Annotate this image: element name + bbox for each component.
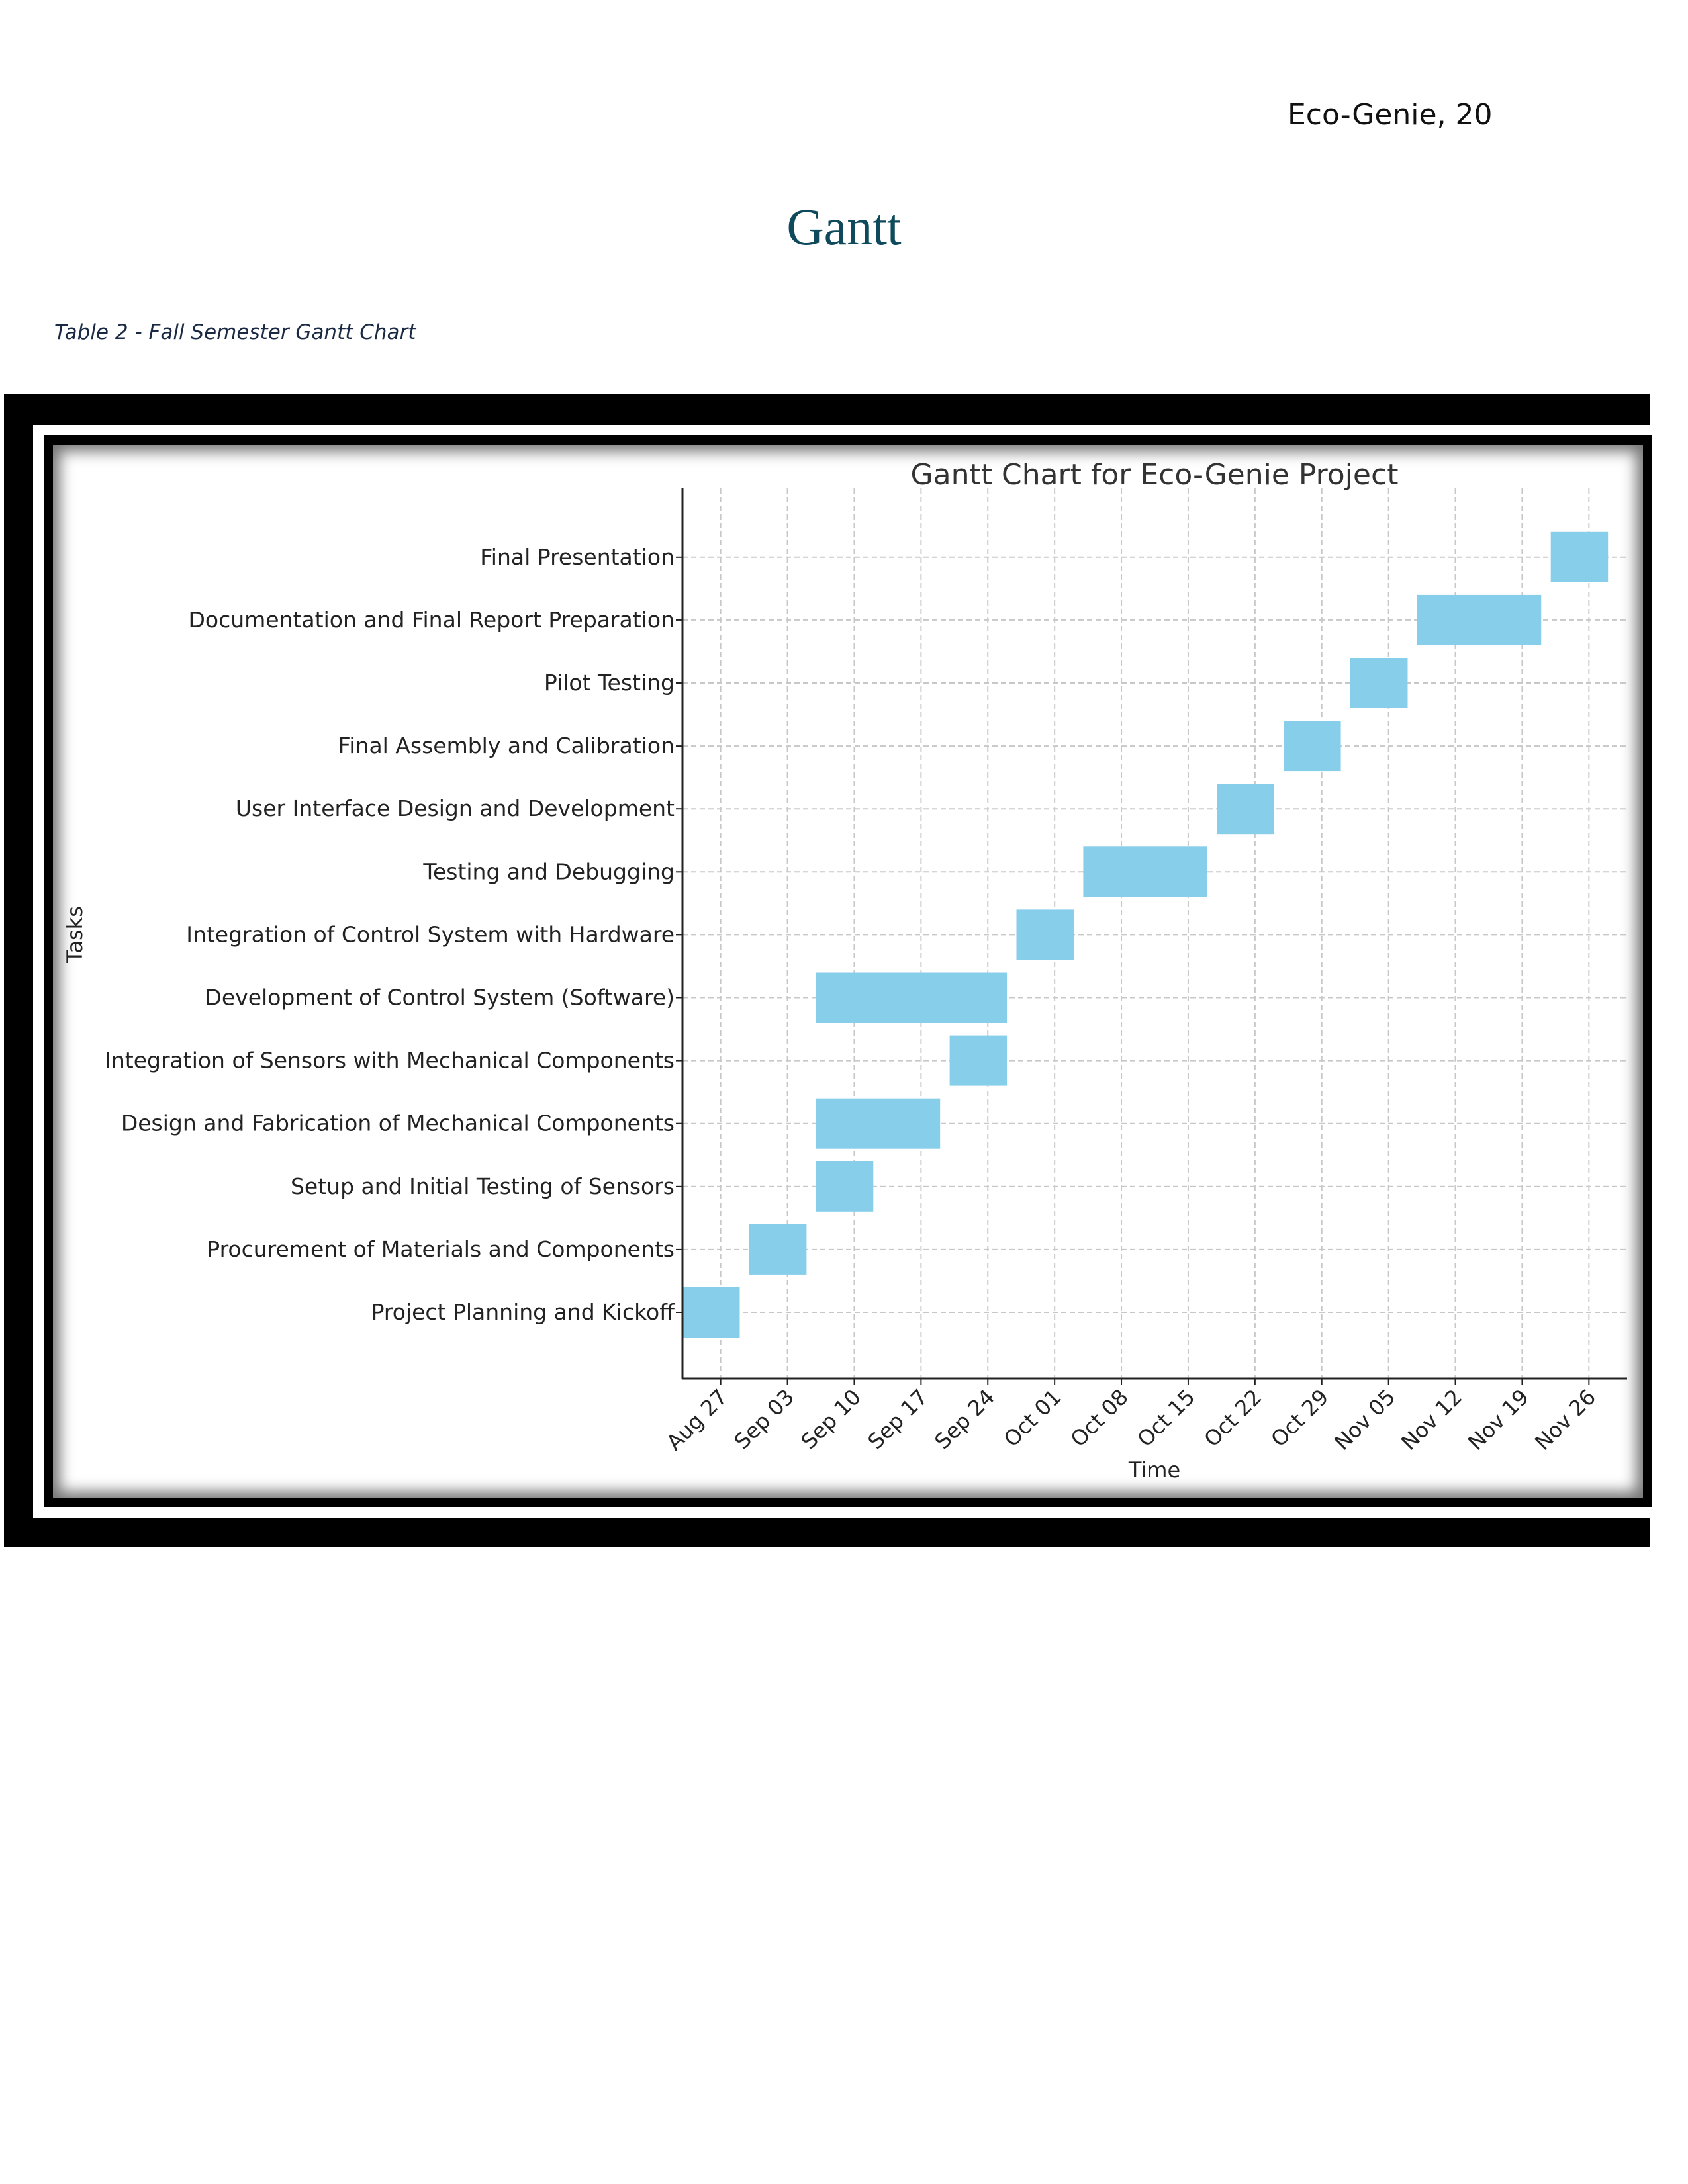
x-tick-label: Nov 26 bbox=[1529, 1384, 1601, 1455]
task-label: Setup and Initial Testing of Sensors bbox=[290, 1173, 675, 1199]
x-tick-label: Oct 08 bbox=[1065, 1384, 1133, 1452]
x-tick-label: Sep 10 bbox=[796, 1384, 867, 1455]
task-label: Design and Fabrication of Mechanical Components bbox=[120, 1110, 675, 1136]
x-tick-label: Oct 01 bbox=[998, 1384, 1066, 1452]
task-bar bbox=[1284, 721, 1340, 771]
task-bar bbox=[816, 973, 1007, 1023]
chart-title: Gantt Chart for Eco-Genie Project bbox=[910, 458, 1399, 492]
task-label: Testing and Debugging bbox=[423, 858, 675, 885]
task-label: Procurement of Materials and Components bbox=[207, 1236, 675, 1262]
x-tick-label: Nov 19 bbox=[1463, 1384, 1534, 1455]
task-bar bbox=[1083, 846, 1207, 897]
task-bar bbox=[1016, 909, 1073, 960]
x-tick-label: Oct 29 bbox=[1266, 1384, 1334, 1452]
task-label: Integration of Sensors with Mechanical Components bbox=[105, 1047, 675, 1073]
x-tick-label: Nov 12 bbox=[1396, 1384, 1468, 1455]
x-tick-label: Sep 17 bbox=[863, 1384, 933, 1455]
task-label: Pilot Testing bbox=[543, 670, 675, 696]
x-tick-label: Sep 24 bbox=[929, 1384, 1000, 1455]
gantt-chart bbox=[53, 445, 1643, 1498]
task-labels bbox=[105, 544, 675, 1325]
table-caption: Table 2 - Fall Semester Gantt Chart bbox=[54, 320, 416, 344]
task-label: Project Planning and Kickoff bbox=[371, 1299, 675, 1325]
x-axis-label: Time bbox=[1128, 1457, 1181, 1482]
task-bar bbox=[1417, 595, 1541, 645]
x-tick-label: Aug 27 bbox=[661, 1384, 733, 1455]
task-label: Development of Control System (Software) bbox=[205, 984, 675, 1011]
task-bar bbox=[682, 1287, 739, 1338]
task-bar bbox=[1217, 784, 1274, 834]
y-axis-label: Tasks bbox=[62, 906, 87, 963]
task-bar bbox=[816, 1099, 940, 1149]
task-label: Final Assembly and Calibration bbox=[338, 733, 675, 759]
task-bar bbox=[749, 1224, 806, 1275]
running-head: Eco-Genie, 20 bbox=[1288, 98, 1493, 132]
x-tick-label: Oct 22 bbox=[1199, 1384, 1267, 1452]
section-heading: Gantt bbox=[786, 198, 902, 255]
task-bar bbox=[1350, 658, 1407, 708]
task-label: User Interface Design and Development bbox=[235, 796, 675, 822]
date-tick-labels bbox=[661, 1385, 1601, 1455]
task-label: Integration of Control System with Hardware bbox=[186, 921, 675, 948]
x-tick-label: Nov 05 bbox=[1329, 1384, 1401, 1455]
task-bar bbox=[950, 1036, 1007, 1086]
task-bar bbox=[816, 1161, 873, 1212]
x-tick-label: Sep 03 bbox=[729, 1384, 800, 1455]
task-bar bbox=[1551, 532, 1608, 582]
task-label: Final Presentation bbox=[480, 543, 675, 570]
task-label: Documentation and Final Report Preparation bbox=[188, 606, 675, 633]
x-tick-label: Oct 15 bbox=[1132, 1384, 1200, 1452]
